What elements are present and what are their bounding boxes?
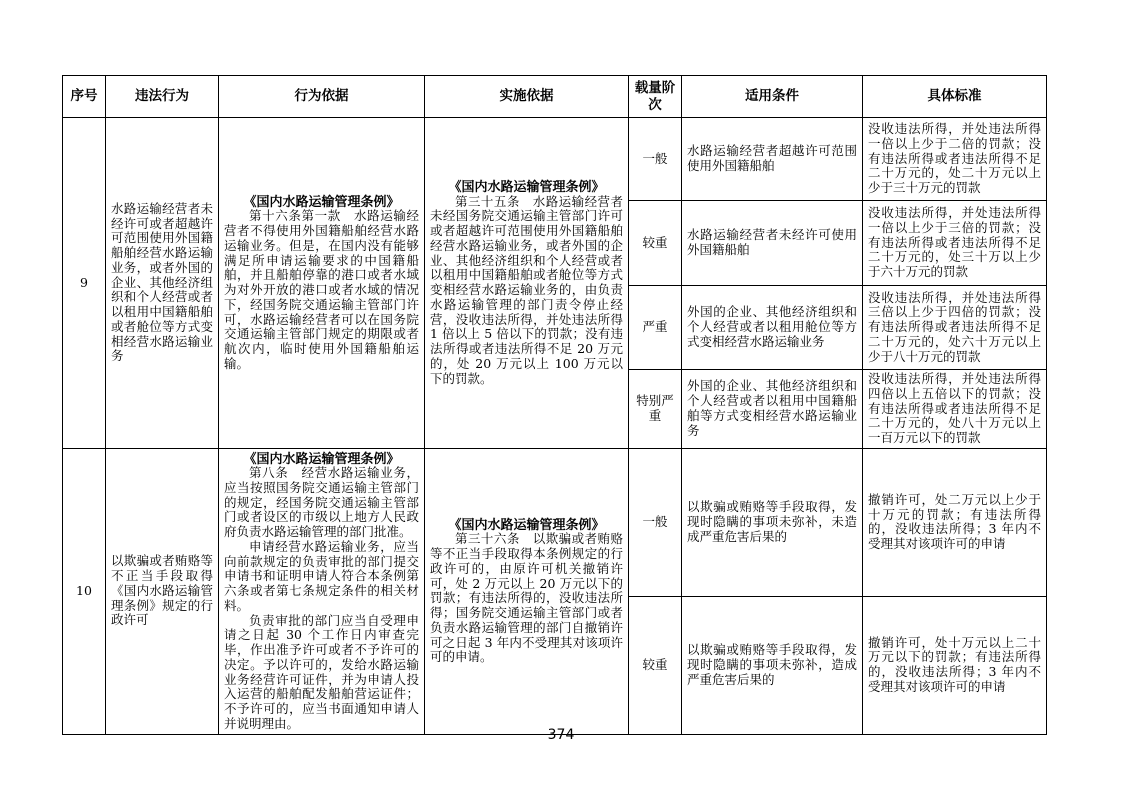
row9-level4-grade: 特别严重	[629, 370, 682, 449]
row10-behavior-basis	[219, 448, 425, 734]
row9-implementation-basis	[425, 118, 629, 449]
col-header-condition: 适用条件	[682, 76, 863, 118]
row10-level2-condition: 以欺骗或贿赂等手段取得，发现时隐瞒的事项未弥补，造成严重危害后果的	[682, 596, 863, 734]
row9-level1-condition: 水路运输经营者超越许可范围使用外国籍船舶	[682, 118, 863, 201]
col-header-seq: 序号	[63, 76, 106, 118]
law-title: 《国内水路运输管理条例》	[448, 179, 605, 195]
col-header-grade: 载量阶次	[629, 76, 682, 118]
row10-violation: 以欺骗或者贿赂等不正当手段取得《国内水路运输管理条例》规定的行政许可	[106, 448, 219, 734]
row10-level2-grade: 较重	[629, 596, 682, 734]
row9-seq: 9	[63, 118, 106, 449]
law-title: 《国内水路运输管理条例》	[243, 194, 400, 210]
law-title: 《国内水路运输管理条例》	[448, 517, 605, 533]
row9-level3-condition: 外国的企业、其他经济组织和个人经营或者以租用舱位等方式变相经营水路运输业务	[682, 286, 863, 370]
row10-seq: 10	[63, 448, 106, 734]
row9-level1-standard: 没收违法所得，并处违法所得一倍以上少于二倍的罚款；没有违法所得或者违法所得不足二十万元的，处二十万元以上少于三十万元的罚款	[863, 118, 1047, 201]
law-text: 第八条 经营水路运输业务，应当按照国务院交通运输主管部门的规定，经国务院交通运输主管部门或者设区的市级以上地方人民政府负责水路运输管理的部门批准。	[224, 465, 419, 540]
row9-behavior-basis	[219, 118, 425, 449]
row9-level4-standard: 没收违法所得，并处违法所得四倍以上五倍以下的罚款；没有违法所得或者违法所得不足二十万元的，处八十万元以上一百万元以下的罚款	[863, 370, 1047, 449]
row9-level4-condition: 外国的企业、其他经济组织和个人经营或者以租用中国籍船舶等方式变相经营水路运输业务	[682, 370, 863, 449]
col-header-behavior-basis: 行为依据	[219, 76, 425, 118]
row9-level3-standard: 没收违法所得，并处违法所得三倍以上少于四倍的罚款；没有违法所得或者违法所得不足二十万元的，处六十万元以上少于八十万元的罚款	[863, 286, 1047, 370]
row9-level1-grade: 一般	[629, 118, 682, 201]
row10-level1-grade: 一般	[629, 448, 682, 596]
row9-level3-grade: 严重	[629, 286, 682, 370]
row9-violation: 水路运输经营者未经许可或者超越许可范围使用外国籍船舶经营水路运输业务，或者外国的企业、其他经济组织和个人经营或者以租用中国籍船舶或者舱位等方式变相经营水路运输业务	[106, 118, 219, 449]
law-text: 负责审批的部门应当自受理申请之日起 30 个工作日内审查完毕，作出准予许可或者不予许可的决定。予以许可的，发给水路运输业务经营许可证件，并为申请人投入运营的船舶配发船舶营运证件；不予许可的，应当书面通知申请人并说明理由。	[224, 612, 419, 731]
table-row	[63, 118, 1047, 201]
row10-implementation-basis	[425, 448, 629, 734]
page-number: 374	[547, 727, 575, 743]
row9-level2-grade: 较重	[629, 201, 682, 286]
law-title: 《国内水路运输管理条例》	[243, 450, 400, 466]
row9-level2-standard: 没收违法所得，并处违法所得一倍以上少于三倍的罚款；没有违法所得或者违法所得不足二十万元的，处三十万以上少于六十万元的罚款	[863, 201, 1047, 286]
penalty-discretion-table	[62, 75, 1047, 735]
law-text: 第三十五条 水路运输经营者未经国务院交通运输主管部门许可或者超越许可范围使用外国籍船舶经营水路运输业务，或者外国的企业、其他经济组织和个人经营或者以租用中国籍船舶或者舱位等方式变相经营水路运输业务的，由负责水路运输管理的部门责令停止经营，没收违法所得，并处违法所得 1 倍以上 5 倍以下的罚款；没有违法所得或者违法所得不足 20 万元的，处 20 万元以上 100 万元以下的罚款。	[430, 193, 623, 386]
col-header-implementation-basis: 实施依据	[425, 76, 629, 118]
table-row	[63, 448, 1047, 596]
row10-level1-condition: 以欺骗或贿赂等手段取得，发现时隐瞒的事项未弥补，未造成严重危害后果的	[682, 448, 863, 596]
col-header-violation: 违法行为	[106, 76, 219, 118]
header-row	[63, 76, 1047, 118]
law-text: 第三十六条 以欺骗或者贿赂等不正当手段取得本条例规定的行政许可的，由原许可机关撤销许可，处 2 万元以上 20 万元以下的罚款；有违法所得的，没收违法所得；国务院交通运输主管部门或者负责水路运输管理的部门自撤销许可之日起 3 年内不受理其对该项许可的申请。	[430, 531, 623, 665]
law-text: 第十六条第一款 水路运输经营者不得使用外国籍船舶经营水路运输业务。但是，在国内没有能够满足所申请运输要求的中国籍船舶，并且船舶停靠的港口或者水域为对外开放的港口或者水域的情况下，经国务院交通运输主管部门许可，水路运输经营者可以在国务院交通运输主管部门规定的期限或者航次内，临时使用外国籍船舶运输。	[224, 208, 419, 371]
col-header-standard: 具体标准	[863, 76, 1047, 118]
row9-level2-condition: 水路运输经营者未经许可使用外国籍船舶	[682, 201, 863, 286]
row10-level1-standard: 撤销许可，处二万元以上少于十万元的罚款；有违法所得的，没收违法所得；3 年内不受理其对该项许可的申请	[863, 448, 1047, 596]
law-text: 申请经营水路运输业务，应当向前款规定的负责审批的部门提交申请书和证明申请人符合本条例第六条或者第七条规定条件的相关材料。	[224, 538, 419, 613]
row10-level2-standard: 撤销许可，处十万元以上二十万元以下的罚款；有违法所得的，没收违法所得；3 年内不受理其对该项许可的申请	[863, 596, 1047, 734]
